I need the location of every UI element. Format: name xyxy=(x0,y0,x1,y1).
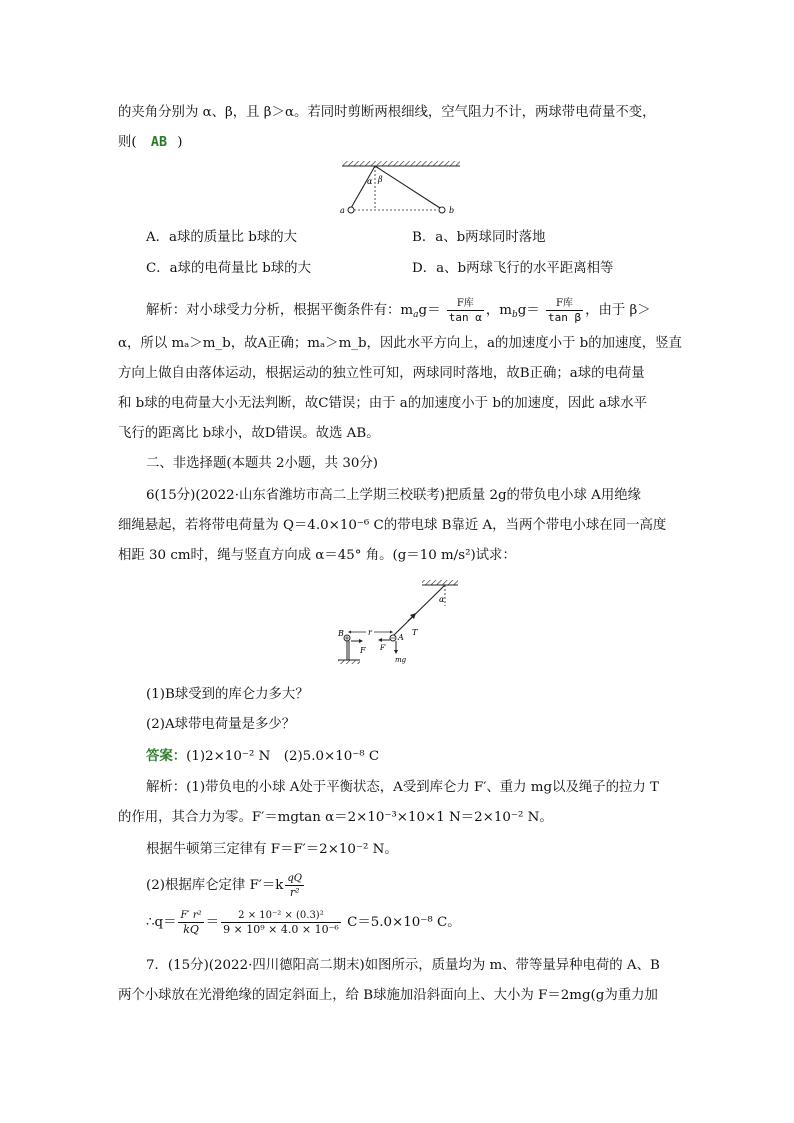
q5-line-2 xyxy=(118,133,183,153)
q5-solution-line-2: α，所以 mₐ＞m_b，故A正确；mₐ＞m_b，因此水平方向上，a的加速度小于 b的加速度，竖直 xyxy=(118,336,682,351)
label-b: b xyxy=(449,206,455,215)
answer-text: (1)2×10⁻² N (2)5.0×10⁻⁸ C xyxy=(186,749,380,764)
q6-solution-line-2: 的作用，其合力为零。F′＝mgtan α＝2×10⁻³×10×1 N＝2×10⁻² N。 xyxy=(118,810,553,825)
label-mg: mg xyxy=(395,656,407,664)
q5-fraction-1: $\frac{\text{F库}}{\text{tan α}}$ xyxy=(448,297,482,324)
ground xyxy=(338,660,360,664)
q5-answer: AB xyxy=(150,135,168,150)
label-A: A xyxy=(398,633,404,642)
q5-bracket-close: ) xyxy=(177,135,183,150)
q5-solution-line-1 xyxy=(146,297,651,329)
figure-two-hanging-balls xyxy=(334,157,464,219)
q6-line-3: 相距 30 cm时，绳与竖直方向成 α＝45° 角。(g＝10 m/s²)试求： xyxy=(118,548,516,563)
q5-sol-sub-a: a xyxy=(413,310,419,320)
label-alpha: α xyxy=(367,177,373,186)
q6-solution-line-3: 根据牛顿第三定律有 F＝F′＝2×10⁻² N。 xyxy=(146,842,398,857)
ceiling-2 xyxy=(422,580,458,585)
q5-option-d: D．a、b两球飞行的水平距离相等 xyxy=(412,261,614,276)
string-a xyxy=(351,166,375,208)
q6-answer-line xyxy=(146,746,379,767)
q6-coulomb-fraction: $\frac{qQ}{\text{r²}}$ xyxy=(287,872,303,899)
q6-solution-line-5 xyxy=(146,908,461,938)
q5-solution-line-3: 方向上做自由落体运动，根据运动的独立性可知，两球同时落地，故B正确；a球的电荷量 xyxy=(118,366,645,381)
q5-solution-line-5: 飞行的距离比 b球小，故D错误。故选 AB。 xyxy=(118,426,380,441)
ball-b xyxy=(439,207,445,213)
q6-charge-fraction-2: $\frac{\text{2 × 10⁻² × (0.3)²}}{\text{9 × 10⁹ × 4.0 × 10⁻⁶}}$ xyxy=(223,909,339,936)
q6-solution-line-4 xyxy=(146,872,306,900)
q5-sol-g1: g＝ xyxy=(418,303,441,318)
q5-sol-g2: g＝ xyxy=(517,303,540,318)
q5-fraction-2: $\frac{\text{F库}}{\text{tan β}}$ xyxy=(547,297,582,324)
q5-option-b: B．a、b两球同时落地 xyxy=(412,230,546,245)
q7-line-2: 两个小球放在光滑绝缘的固定斜面上，给 B球施加沿斜面向上、大小为 F＝2mg(g为重力加 xyxy=(118,988,658,1003)
ball-a xyxy=(348,207,354,213)
q6-line-2: 细绳悬起，若将带电荷量为 Q＝4.0×10⁻⁶ C的带电球 B靠近 A，当两个带电小球在同一高度 xyxy=(118,518,667,533)
q6-line-1: 6(15分)(2022·山东省潍坊市高二上学期三校联考)把质量 2g的带负电小球 A用绝缘 xyxy=(146,488,641,503)
label-a: a xyxy=(340,206,345,215)
q5-line-1: 的夹角分别为 α、β，且 β＞α。若同时剪断两根细线，空气阻力不计，两球带电荷量不变， xyxy=(118,105,656,120)
q5-sol-text-1: 解析：对小球受力分析，根据平衡条件有：m xyxy=(146,303,414,318)
q6-subquestion-2: (2)A球带电荷量是多少？ xyxy=(146,717,296,732)
q6-sol5-text: ∴q＝ xyxy=(146,915,177,930)
q6-sol4-text: (2)根据库仑定律 F′＝k xyxy=(146,878,284,893)
label-alpha-2: α xyxy=(439,595,445,604)
q6-subquestion-1: (1)B球受到的库仑力多大？ xyxy=(146,687,309,702)
q7-line-1: 7．(15分)(2022·四川德阳高二期末)如图所示，质量均为 m、带等量异种电荷的 A、B xyxy=(146,958,660,973)
rope xyxy=(393,585,445,636)
ceiling xyxy=(342,161,460,166)
section-heading: 二、非选择题(本题共 2小题，共 30分) xyxy=(146,456,378,471)
label-F: F xyxy=(360,646,366,655)
label-r: r xyxy=(368,628,372,637)
q5-sol-sub-b: b xyxy=(511,310,518,320)
q5-option-c: C．a球的电荷量比 b球的大 xyxy=(146,261,311,276)
q6-charge-fraction-1: $\frac{\text{F′ r²}}{kQ}$ xyxy=(180,909,202,936)
q5-bracket-open: 则( xyxy=(118,135,137,150)
label-B: B xyxy=(338,629,344,638)
q6-solution-line-1: 解析：(1)带负电的小球 A处于平衡状态，A受到库仑力 F′、重力 mg以及绳子的拉力 T xyxy=(146,780,659,795)
q5-sol-mid: ，m xyxy=(485,303,512,318)
label-T: T xyxy=(412,628,418,637)
q6-sol5-post: C＝5.0×10⁻⁸ C。 xyxy=(342,915,461,930)
answer-label: 答案： xyxy=(146,748,187,764)
q6-sol5-eq: ＝ xyxy=(205,915,220,930)
label-F-prime: F′ xyxy=(380,644,387,652)
string-b xyxy=(375,166,440,208)
q5-option-a: A．a球的质量比 b球的大 xyxy=(146,230,297,245)
figure-charged-balls xyxy=(330,578,460,668)
q5-sol-post: ，由于 β＞ xyxy=(585,303,651,318)
label-beta: β xyxy=(378,175,383,184)
q5-solution-line-4: 和 b球的电荷量大小无法判断，故C错误；由于 a的加速度小于 b的加速度，因此 a球水平 xyxy=(118,396,648,411)
